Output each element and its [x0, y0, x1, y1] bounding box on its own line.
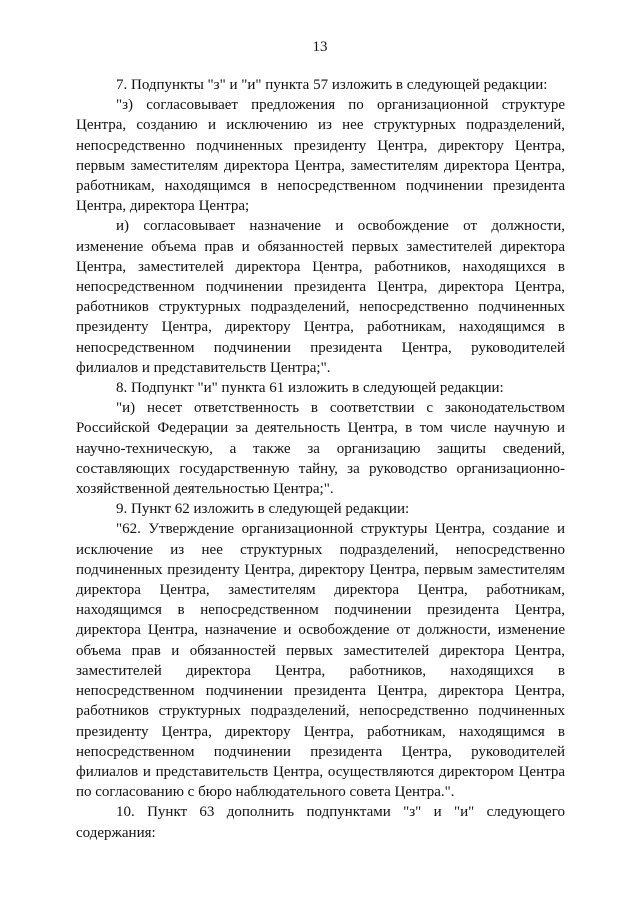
paragraph-item-8-text: "и) несет ответственность в соответствии с законодательством Российской Федерации за деятельность Центра, в том числе научную и научно-техническую, а также за организацию защиты сведений, составляющих государственную тайну, за руководство организационно-хозяйственной деятельностью Центра;". [76, 400, 565, 498]
paragraph-item-10: 10. Пункт 63 дополнить подпунктами "з" и "и" следующего содержания: [76, 804, 565, 841]
paragraph-item-7: 7. Подпункты "з" и "и" пункта 57 изложить в следующей редакции: [116, 77, 548, 93]
document-body [76, 75, 565, 843]
paragraph-item-8: 8. Подпункт "и" пункта 61 изложить в следующей редакции: [116, 380, 504, 397]
page-number: 13 [312, 39, 328, 55]
paragraph-subitem-z: "з) согласовывает предложения по организационной структуре Центра, созданию и исключению из нее структурных подразделений, непосредственно подчиненных президенту Центра, директору Центра, первым заместителям директора Центра, заместителям директора Центра, работникам, находящимся в непосредственном подчинении президента Центра, директора Центра; [76, 97, 565, 215]
paragraph-item-62: "62. Утверждение организационной структуры Центра, создание и исключение из нее структурных подразделений, непосредственно подчиненных президенту Центра, директору Центра, первым заместителям директора Центра, заместителям директора Центра, работникам, находящимся в непосредственном подчинении президента Центра, директора Центра, назначение и освобождение от должности, изменение объема прав и обязанностей первых заместителей директора Центра, заместителей директора Центра, работников, находящихся в непосредственном подчинении президента Центра, директора Центра, работников структурных подразделений, непосредственно подчиненных президенту Центра, директору Центра, работникам, находящимся в непосредственном подчинении президента Центра, руководителей филиалов и представительств Центра, осуществляются директором Центра по согласованию с бюро наблюдательного совета Центра.". [76, 521, 565, 801]
paragraph-subitem-i: и) согласовывает назначение и освобождение от должности, изменение объема прав и обязанностей первых заместителей директора Центра, заместителей директора Центра, работников, находящихся в непосредственном подчинении президента Центра, директора Центра, работников структурных подразделений, непосредственно подчиненных президенту Центра, директору Центра, работникам, находящимся в непосредственном подчинении президента Центра, руководителей филиалов и представительств Центра;". [76, 218, 565, 376]
paragraph-item-9: 9. Пункт 62 изложить в следующей редакции: [116, 501, 410, 518]
